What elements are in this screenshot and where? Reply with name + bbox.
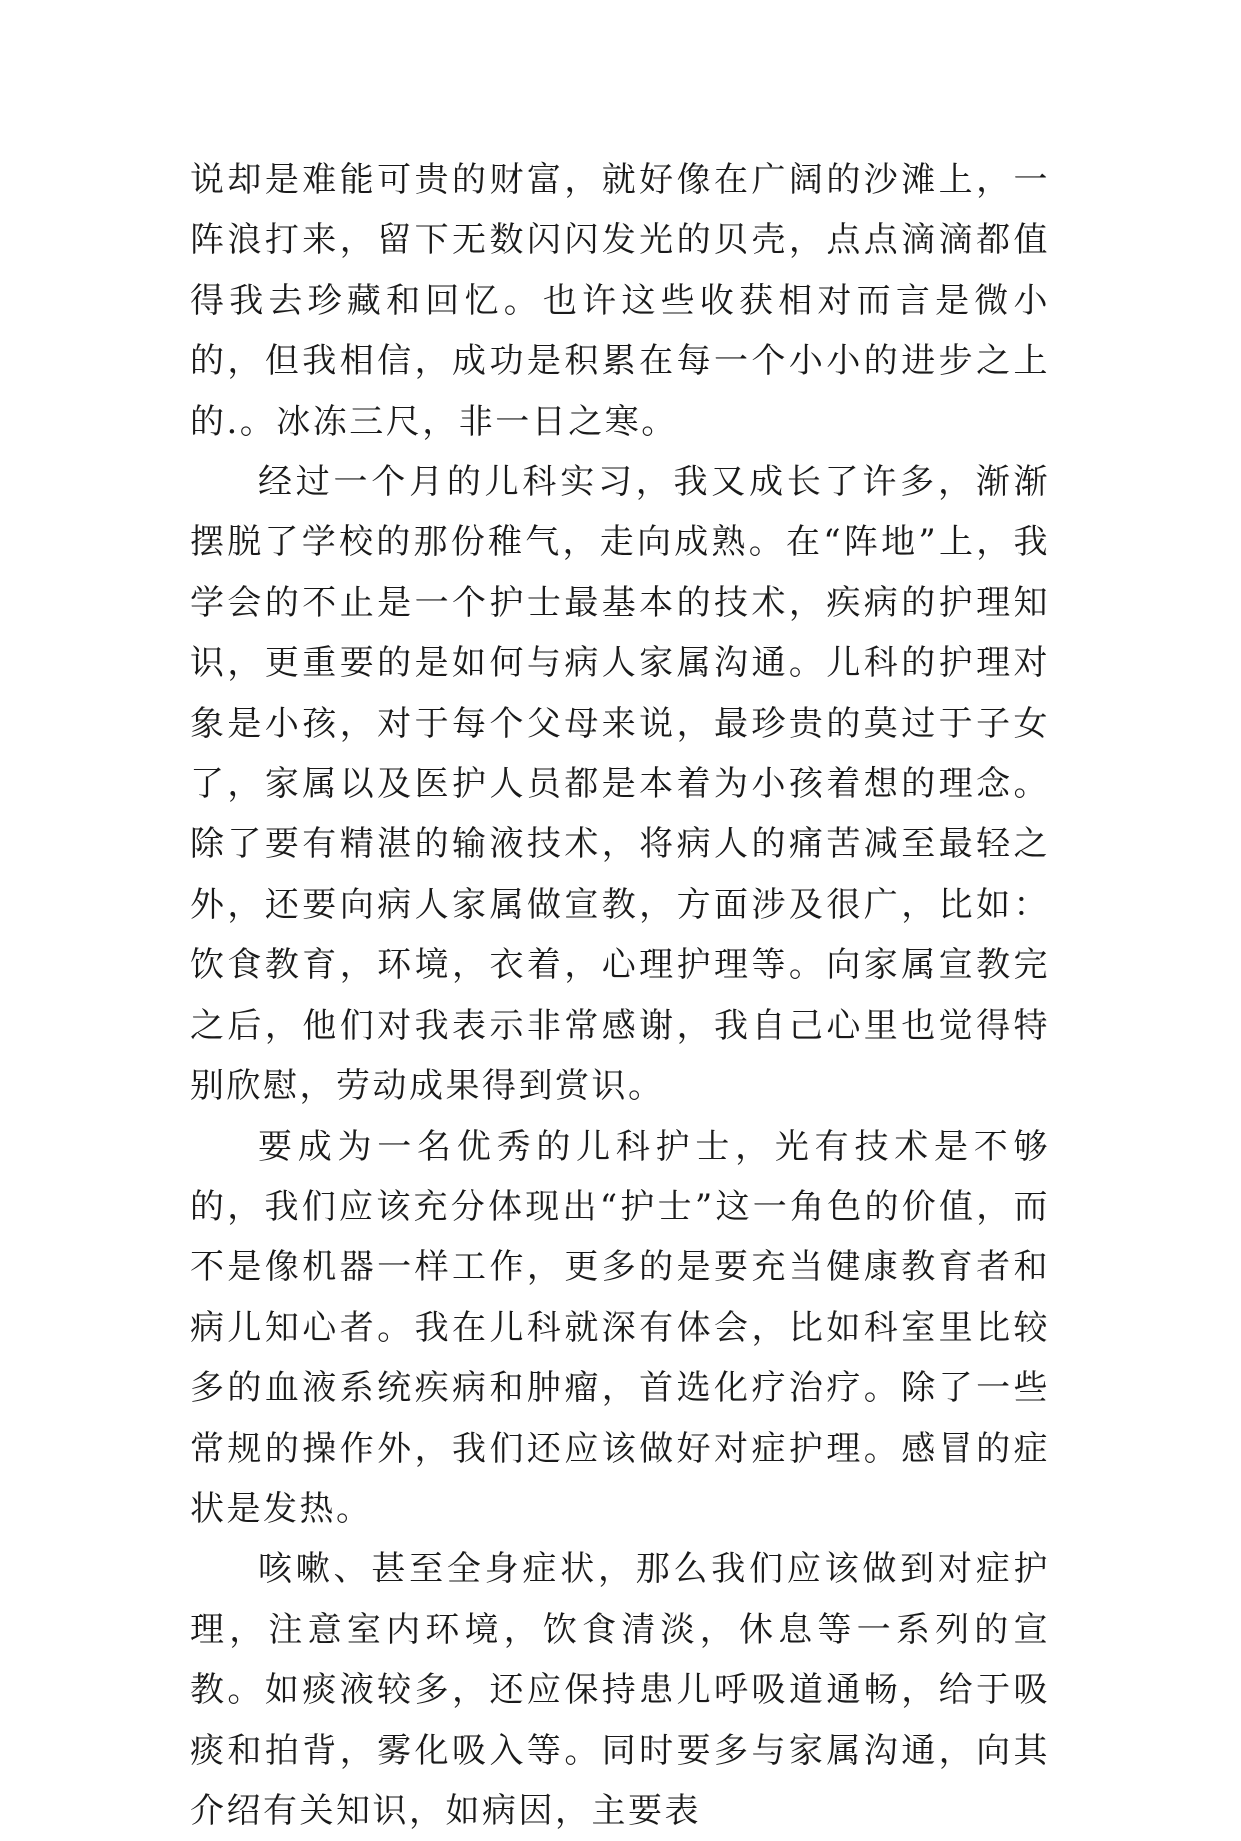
paragraph-4: 咳嗽、甚至全身症状，那么我们应该做到对症护理，注意室内环境，饮食清淡，休息等一系列的宣教。如痰液较多，还应保持患儿呼吸道通畅，给于吸痰和拍背，雾化吸入等。同时要多与家属沟通，向其介绍有关知识，如病因，主要表 [190,1549,1050,1831]
paragraph-2: 经过一个月的儿科实习，我又成长了许多，渐渐摆脱了学校的那份稚气，走向成熟。在“阵地”上，我学会的不止是一个护士最基本的技术，疾病的护理知识，更重要的是如何与病人家属沟通。儿科的护理对象是小孩，对于每个父母来说，最珍贵的莫过于子女了，家属以及医护人员都是本着为小孩着想的理念。除了要有精湛的输液技术，将病人的痛苦减至最轻之外，还要向病人家属做宣教，方面涉及很广，比如：饮食教育，环境，衣着，心理护理等。向家属宣教完之后，他们对我表示非常感谢，我自己心里也觉得特别欣慰，劳动成果得到赏识。 [190,462,1050,1107]
paragraph-1: 说却是难能可贵的财富，就好像在广阔的沙滩上，一阵浪打来，留下无数闪闪发光的贝壳，点点滴滴都值得我去珍藏和回忆。也许这些收获相对而言是微小的，但我相信，成功是积累在每一个小小的进步之上的.。冰冻三尺，非一日之寒。 [190,160,1050,442]
paragraph-3: 要成为一名优秀的儿科护士，光有技术是不够的，我们应该充分体现出“护士”这一角色的价值，而不是像机器一样工作，更多的是要充当健康教育者和病儿知心者。我在儿科就深有体会，比如科室里比较多的血液系统疾病和肿瘤，首选化疗治疗。除了一些常规的操作外，我们还应该做好对症护理。感冒的症状是发热。 [190,1126,1050,1529]
document-body [190,150,1050,1841]
